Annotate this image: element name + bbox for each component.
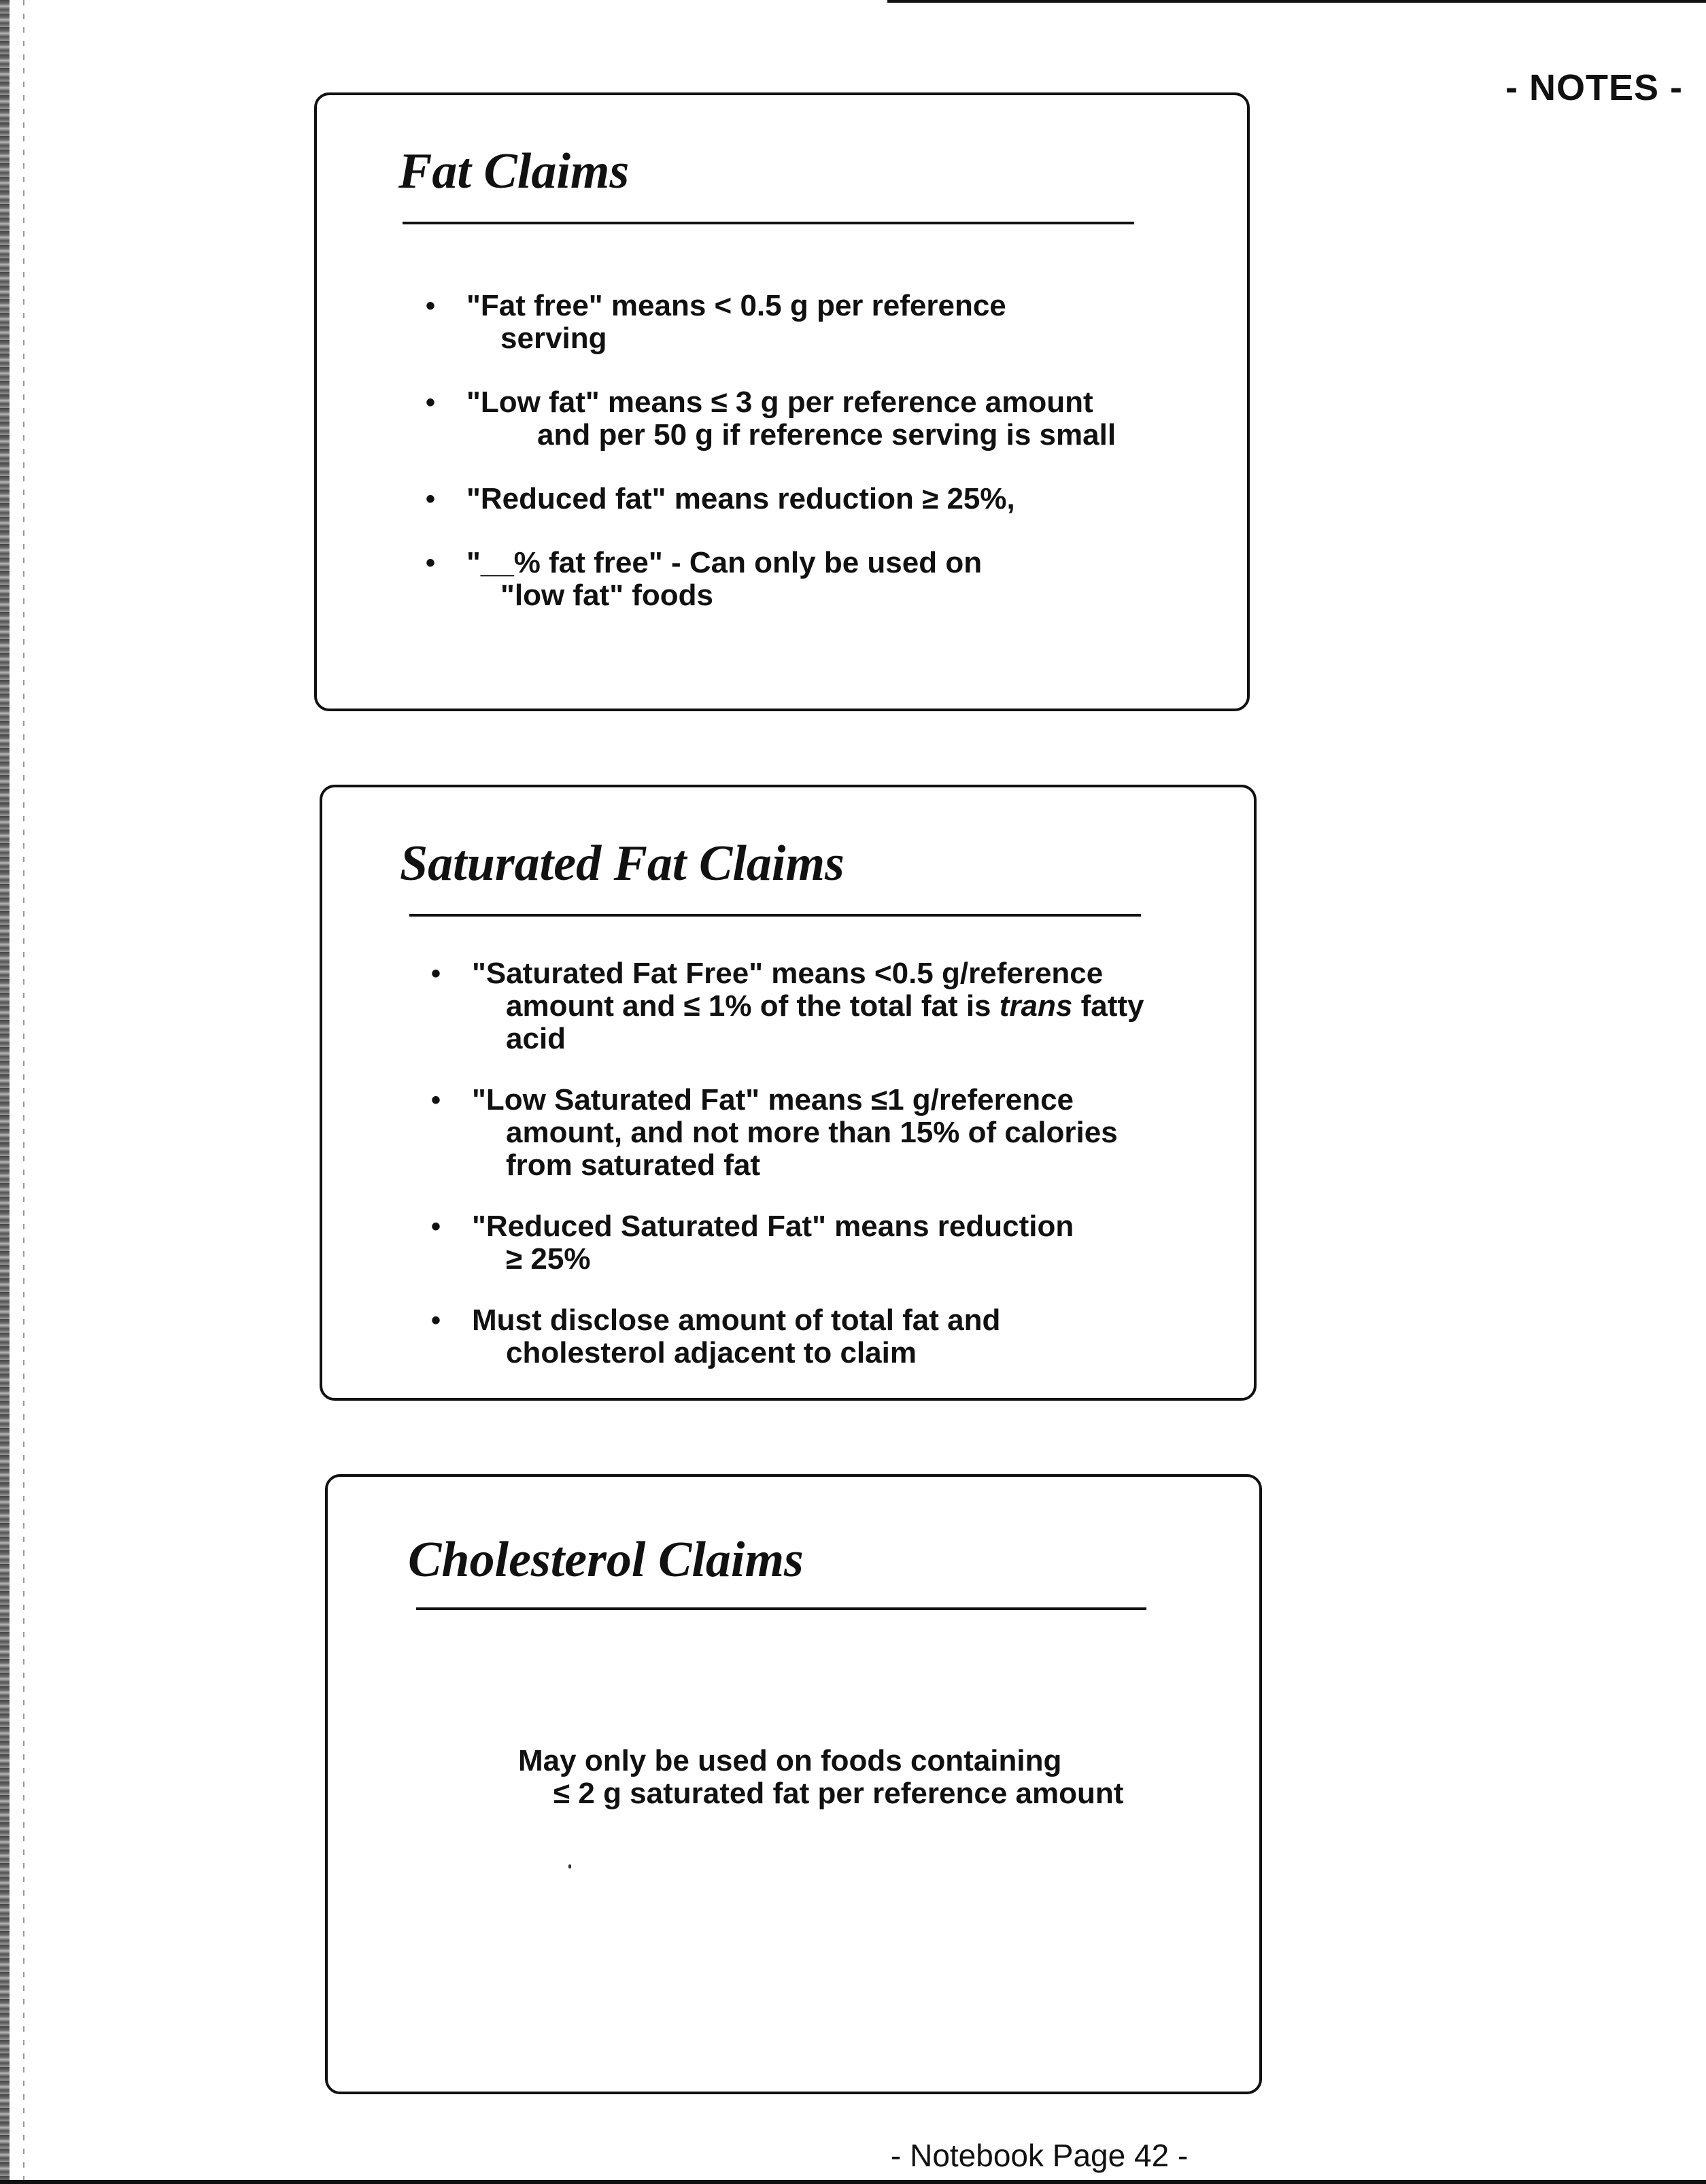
list-item: • "Low fat" means ≤ 3 g per reference amount and per 50 g if reference serving is small <box>426 386 1116 451</box>
saturated-fat-claims-title: Saturated Fat Claims <box>400 836 845 891</box>
list-item: • "Reduced fat" means reduction ≥ 25%, <box>426 482 1015 515</box>
bullet-icon: • <box>431 959 441 989</box>
saturated-fat-claims-list <box>431 957 1144 1401</box>
cholesterol-claims-text: May only be used on foods containing ≤ 2 g saturated fat per reference amount <box>518 1744 1124 1810</box>
top-rule <box>887 0 1706 3</box>
list-item: • "Low Saturated Fat" means ≤1 g/reference amount, and not more than 15% of calories from saturated fat <box>431 1083 1118 1182</box>
bullet-icon: • <box>426 548 436 578</box>
fat-claims-title: Fat Claims <box>398 143 630 199</box>
page-number: - Notebook Page 42 - <box>891 2138 1189 2173</box>
list-item: • "Fat free" means < 0.5 g per reference serving <box>426 289 1006 355</box>
list-item: • "__% fat free" - Can only be used on "low fat" foods <box>426 546 983 612</box>
cholesterol-claims-rule <box>416 1607 1146 1610</box>
bullet-icon: • <box>431 1085 441 1115</box>
bullet-icon: • <box>426 388 436 417</box>
list-item: • "Saturated Fat Free" means <0.5 g/reference amount and ≤ 1% of the total fat is trans fatty acid <box>431 957 1144 1055</box>
scan-speck <box>568 1864 571 1869</box>
fat-claims-rule <box>403 222 1134 224</box>
saturated-fat-claims-rule <box>409 914 1141 917</box>
bullet-icon: • <box>431 1212 441 1242</box>
scan-edge-dashes <box>23 0 24 2184</box>
bullet-icon: • <box>431 1306 441 1335</box>
list-item: • "Reduced Saturated Fat" means reduction ≥ 25% <box>431 1210 1074 1276</box>
cholesterol-claims-title: Cholesterol Claims <box>408 1532 804 1588</box>
fat-claims-list <box>426 289 1116 643</box>
bullet-icon: • <box>426 484 436 514</box>
bullet-icon: • <box>426 291 436 321</box>
notes-label: - NOTES - <box>1505 67 1683 108</box>
list-item: • Must disclose amount of total fat and cholesterol adjacent to claim <box>431 1303 1001 1369</box>
scan-edge-left <box>0 0 10 2184</box>
bottom-rule <box>0 2180 1706 2184</box>
